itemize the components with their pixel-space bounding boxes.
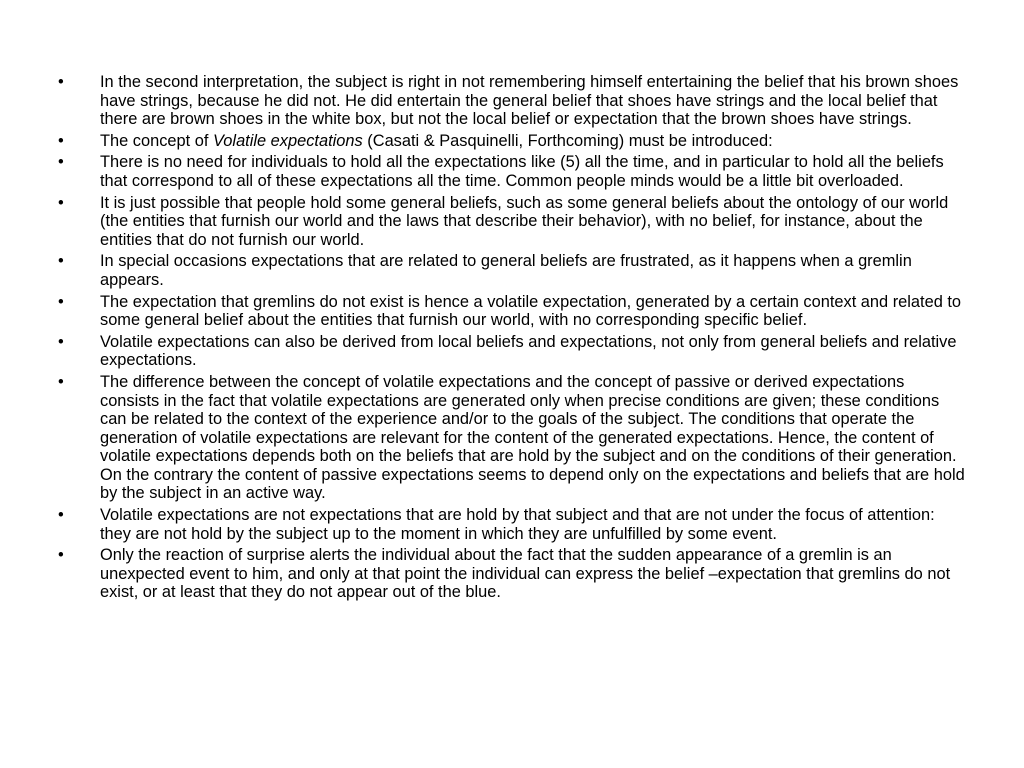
bullet-icon: • [58, 546, 64, 565]
list-item [58, 506, 968, 543]
bullet-icon: • [58, 73, 64, 91]
bullet-icon: • [58, 252, 64, 271]
list-item [58, 153, 968, 190]
bullet-icon: • [58, 332, 64, 351]
bullet-text: There is no need for individuals to hold all the expectations like (5) all the time, and in particular to hold all the beliefs that correspond to all of these expectations all the time. Common people minds would be a little bit overloaded. [100, 153, 944, 190]
bullet-text: It is just possible that people hold some general beliefs, such as some general beliefs about the ontology of our world (the entities that furnish our world and the laws that describe their behavior), with no belief, for instance, about the entities that do not furnish our world. [100, 193, 949, 249]
bullet-text: Volatile expectations can also be derived from local beliefs and expectations, not only from general beliefs and relative expectations. [100, 332, 957, 370]
bullet-list [58, 73, 968, 605]
list-item [58, 333, 968, 370]
bullet-text-italic-term: Volatile expectations [212, 131, 363, 150]
bullet-text: The difference between the concept of volatile expectations and the concept of passive or derived expectations consists in the fact that volatile expectations are generated only when precise conditions are given; these conditions can be related to the context of the experience and/or to the goals of the subject. The conditions that operate the generation of volatile expectations are relevant for the content of the generated expectations. Hence, the content of volatile expectations depends both on the beliefs that are hold by the subject and on the conditions of their generation. On the contrary the content of passive expectations seems to depend only on the expectations and beliefs that are hold by the subject in an active way. [100, 372, 965, 503]
bullet-text: Volatile expectations are not expectations that are hold by that subject and that are not under the focus of attention: they are not hold by the subject up to the moment in which they are unfulfilled by some event. [100, 506, 935, 543]
bullet-text-tail: (Casati & Pasquinelli, Forthcoming) must be introduced: [362, 131, 773, 150]
list-item [58, 73, 968, 129]
bullet-text [100, 132, 773, 150]
list-item [58, 194, 968, 250]
list-item [58, 373, 968, 503]
bullet-icon: • [58, 131, 64, 150]
bullet-icon: • [58, 153, 64, 172]
list-item [58, 546, 968, 602]
list-item [58, 132, 968, 151]
list-item [58, 252, 968, 289]
bullet-icon: • [58, 292, 64, 311]
list-item [58, 293, 968, 330]
bullet-text: In the second interpretation, the subject is right in not remembering himself entertaining the belief that his brown shoes have strings, because he did not. He did entertain the general belief that shoes have strings and the local belief that there are brown shoes in the white box, but not the local belief or expectation that the brown shoes have strings. [100, 73, 959, 129]
bullet-icon: • [58, 372, 64, 391]
bullet-icon: • [58, 193, 64, 212]
bullet-text: Only the reaction of surprise alerts the individual about the fact that the sudden appearance of a gremlin is an unexpected event to him, and only at that point the individual can express the belief –expectation that gremlins do not exist, or at least that they do not appear out of the blue. [100, 546, 951, 602]
bullet-text-lead: The concept of [100, 131, 213, 150]
bullet-icon: • [58, 506, 64, 525]
bullet-text: The expectation that gremlins do not exist is hence a volatile expectation, generated by a certain context and related to some general belief about the entities that furnish our world, with no corresponding specific belief. [100, 292, 962, 330]
bullet-text: In special occasions expectations that are related to general beliefs are frustrated, as it happens when a gremlin appears. [100, 252, 912, 289]
